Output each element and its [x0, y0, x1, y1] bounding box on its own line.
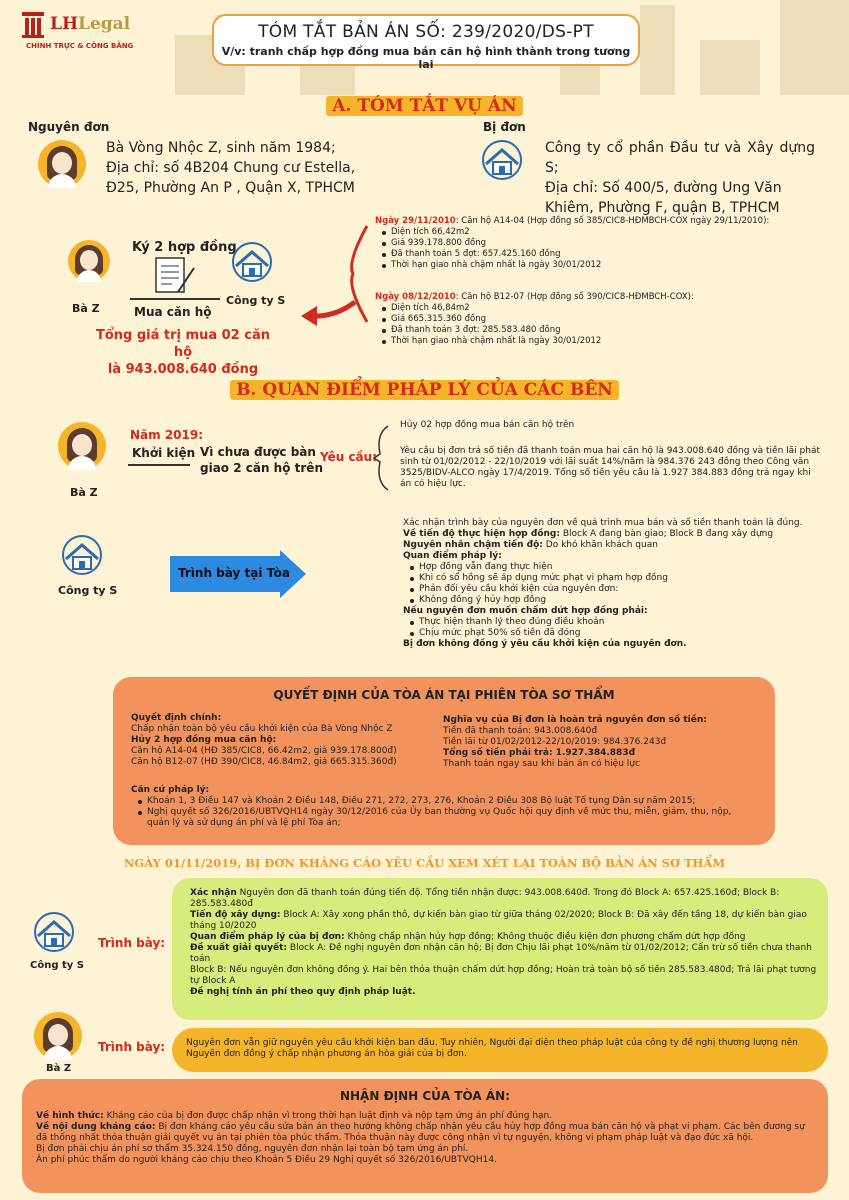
logo-name: LHLegal: [50, 14, 131, 34]
section-a-title: A. TÓM TẮT VỤ ÁN: [0, 96, 849, 116]
first-instance-box: [113, 677, 775, 845]
contract-1: Ngày 29/11/2010: Căn hộ A14-04 (Hợp đồng số 385/CIC8-HĐMBCH-COX ngày 29/11/2010): Diện tích 66,42m2 Giá 939.178.800 đồng Đã thanh toán 5 đợt: 657.425.160 đồng Thời hạn giao nhà chậm nhất là ngày 30/01/2012: [375, 216, 835, 271]
list-item: Hợp đồng vẫn đang thực hiện: [407, 562, 828, 573]
main-decision: Quyết định chính: Chấp nhận toàn bộ yêu cầu khởi kiện của Bà Vòng Nhộc Z Hủy 2 hợp đồng mua căn hộ: Căn hộ A14-04 (HĐ 385/CIC8, 66.42m2, giá 939.178.800đ) Căn hộ B12-07 (HĐ 390/CIC8, 46.84m2, giá 665.315.360đ): [131, 713, 397, 767]
court-title: NHẬN ĐỊNH CỦA TÒA ÁN:: [339, 1089, 511, 1103]
list-item: Thời hạn giao nhà chậm nhất là ngày 30/01/2012: [379, 260, 835, 271]
page-subtitle: V/v: tranh chấp hợp đồng mua bán căn hộ hình thành trong tương lai: [221, 45, 631, 71]
request-2: Yêu cầu bị đơn trả số tiền đã thanh toán mua hai căn hộ là 943.008.640 đồng và tiền lãi phát sinh từ 01/02/2012 - 22/10/2019 với lãi suất 14%/năm là 984.376 243 đồng theo Công văn 3525/BIDV-ALCO ngày 17/4/2019. Tổng số tiền yêu cầu là 1.927 384.883 đồng trả ngay khi án có hiệu lực.: [400, 446, 820, 489]
appeal-s-label: Trình bày:: [98, 936, 166, 950]
company-house-icon: [478, 140, 526, 180]
total-value: Tổng giá trị mua 02 căn hộ là 943.008.640 đồng: [95, 328, 270, 377]
baz-avatar: [34, 1012, 82, 1060]
title-box: [212, 14, 640, 71]
list-item: Không đồng ý hủy hợp đồng: [407, 595, 828, 606]
baz-label: Bà Z: [46, 1063, 72, 1074]
arrow-line: [130, 298, 220, 300]
list-item: Diện tích 66,42m2: [379, 227, 835, 238]
contract-2: Ngày 08/12/2010: Căn hộ B12-07 (Hợp đồng số 390/CIC8-HĐMBCH-COX): Diện tích 46,84m2 Giá 665.315.360 đồng Đã thanh toán 3 đợt: 285.583.480 đồng Thời hạn giao nhà chậm nhất là ngày 30/01/2012: [375, 292, 835, 347]
appeal-z-text: Nguyên đơn vẫn giữ nguyên yêu cầu khởi kiện ban đầu. Tuy nhiên, Người đại diện theo pháp luật của công ty đề nghị thương lượng nên Nguyên đơn đồng ý chấp nhận phương án hòa giải của bị đơn.: [186, 1038, 798, 1059]
defendant-info: Công ty cổ phần Đầu tư và Xây dựng S; Địa chỉ: Số 400/5, đường Ung Văn Khiêm, Phường F, quận B, TPHCM: [545, 140, 815, 216]
building-silhouette: [175, 35, 215, 95]
plaintiff-info: Bà Vòng Nhộc Z, sinh năm 1984; Địa chỉ: số 4B204 Chung cư Estella, Đ25, Phường An P , Quận X, TPHCM: [106, 140, 356, 196]
list-item: Giá 939.178.800 đồng: [379, 238, 835, 249]
bracket-arrow: [295, 222, 375, 327]
request-label: Yêu cầu:: [320, 450, 377, 464]
list-item: Khi có sổ hồng sẽ áp dụng mức phạt vi phạm hợp đồng: [407, 573, 828, 584]
claim-reason: Vì chưa được bàn giao 2 căn hộ trên: [200, 445, 323, 475]
list-item: Diện tích 46,84m2: [379, 303, 835, 314]
section-b-title: B. QUAN ĐIỂM PHÁP LÝ CỦA CÁC BÊN: [0, 380, 849, 400]
appeal-s-text: Xác nhận Nguyên đơn đã thanh toán đúng tiến độ. Tổng tiền nhận được: 943.008.640đ. Trong đó Block A: 657.425.160đ; Block B: 285.583.480đ Tiến độ xây dựng: Block A: Xây xong phần thô, dự kiến bàn giao từ giữa tháng 02/2020; Block B: Đã xây đến tầng 18, dự kiến bàn giao tháng 10/2020 Quan điểm pháp lý của bị đơn: Không chấp nhận hủy hợp đồng; Không thuộc điều kiện đơn phương chấm dứt hợp đồng Đề xuất giải quyết: Block A: Đề nghị nguyên đơn nhận căn hộ; Bị đơn Chịu lãi phạt 10%/năm từ 01/02/2012; Cấn trừ số tiền chưa thanh toán Block B: Nếu nguyên đơn không đồng ý. Hai bên thỏa thuận chấm dứt hợp đồng; Hoàn trả toàn bộ số tiền 285.583.480đ; Trả lãi phạt tương tự Block A Đề nghị tính án phí theo quy định pháp luật.: [190, 888, 817, 997]
sign-contracts-label: Ký 2 hợp đồng: [132, 240, 237, 255]
list-item: Phản đối yêu cầu khởi kiện của nguyên đơn:: [407, 584, 828, 595]
appeal-z-box: [172, 1028, 828, 1072]
list-item: Đã thanh toán 3 đợt: 285.583.480 đồng: [379, 325, 835, 336]
appeal-z-label: Trình bày:: [98, 1040, 166, 1054]
present-label: Trình bày tại Tòa: [178, 566, 291, 580]
sue-label: Khởi kiện: [132, 446, 196, 460]
appeal-title: NGÀY 01/11/2019, BỊ ĐƠN KHÁNG CÁO YÊU CẦU XEM XÉT LẠI TOÀN BỘ BẢN ÁN SƠ THẨM: [123, 856, 726, 870]
legal-basis: Căn cứ pháp lý: Khoản 1, 3 Điều 147 và Khoản 2 Điều 148, Điều 271, 272, 273, 276, Khoản 2 Điều 308 Bộ luật Tố tụng Dân sự năm 2015; Nghị quyết số 326/2016/UBTVQH14 ngày 30/12/2016 của Ủy ban thường vụ Quốc hội quy định về mức thu, miễn, giảm, thu, nộp, quản lý và sử dụng án phí và lệ phí Tòa án;: [131, 785, 756, 829]
court-box: [22, 1079, 828, 1193]
logo: [22, 10, 152, 60]
building-silhouette: [780, 0, 849, 95]
arrow-line: [128, 464, 190, 466]
baz-label: Bà Z: [72, 302, 100, 315]
plaintiff-label: Nguyên đơn: [28, 120, 110, 134]
appeal-s-box: [172, 878, 828, 1020]
logo-tagline: CHÍNH TRỰC & CÔNG BẰNG: [26, 42, 134, 50]
building-silhouette: [700, 40, 760, 95]
logo-icon: [22, 12, 44, 38]
first-instance-title: QUYẾT ĐỊNH CỦA TÒA ÁN TẠI PHIÊN TÒA SƠ THẨM: [273, 688, 615, 702]
company-label: Công ty S: [226, 294, 286, 307]
baz-avatar: [68, 240, 110, 282]
company-label: Công ty S: [58, 584, 118, 597]
company-house-icon: [228, 242, 276, 282]
obligation: Nghĩa vụ của Bị đơn là hoàn trả nguyên đơn số tiền: Tiền đã thanh toán: 943.008.640đ Tiền lãi từ 01/02/2012-22/10/2019: 984.376.243đ Tổng số tiền phải trả: 1.927.384.883đ Thanh toán ngay sau khi bản án có hiệu lực: [443, 715, 707, 769]
list-item: Đã thanh toán 5 đợt: 657.425.160 đồng: [379, 249, 835, 260]
list-item: Thực hiện thanh lý theo đúng điều khoản: [407, 617, 828, 628]
company-house-icon: [58, 535, 106, 575]
defendant-label: Bị đơn: [483, 120, 526, 134]
list-item: Thời hạn giao nhà chậm nhất là ngày 30/01/2012: [379, 336, 835, 347]
company-label: Công ty S: [30, 960, 84, 971]
buy-apartment-label: Mua căn hộ: [134, 305, 212, 319]
contract-document-icon: [152, 256, 198, 296]
request-bracket: [372, 424, 390, 492]
baz-avatar: [58, 422, 106, 470]
baz-label: Bà Z: [70, 486, 98, 499]
court-text: Về hình thức: Kháng cáo của bị đơn được chấp nhận vì trong thời hạn luật định và nộp tạm ứng án phí đúng hạn. Về nội dung kháng cáo: Bị đơn kháng cáo yêu cầu sửa bản án theo hướng không chấp nhận yêu cầu hủy hợp đồng mua bán căn hộ và phạt vi phạm. Các bên đương sự đã thống nhất thỏa thuận giải quyết vụ án tại phiên tòa phúc thẩm. Thỏa thuận này được công nhận vì tự nguyện, không vi phạm pháp luật và đạo đức xã hội. Bị đơn phải chịu án phí sơ thẩm 35.324.150 đồng, nguyên đơn nhận lại toàn bộ tạm ứng án phí. Án phí phúc thẩm do người kháng cáo chịu theo Khoản 5 Điều 29 Nghị quyết số 326/2016/UBTVQH14.: [36, 1111, 805, 1165]
company-house-icon: [30, 912, 78, 952]
claim-year: Năm 2019:: [130, 428, 204, 442]
request-1: Hủy 02 hợp đồng mua bán căn hộ trên: [400, 420, 575, 430]
building-silhouette: [640, 5, 675, 95]
list-item: Chịu mức phạt 50% số tiền đã đóng: [407, 628, 828, 639]
plaintiff-avatar: [38, 140, 86, 188]
page-title: TÓM TẮT BẢN ÁN SỐ: 239/2020/DS-PT: [258, 22, 594, 42]
defendant-presentation: Xác nhận trình bày của nguyên đơn về quá trình mua bán và số tiền thanh toán là đúng. Về tiến độ thực hiện hợp đồng: Block A đang bàn giao; Block B đang xây dựng Nguyên nhân chậm tiến độ: Do khó khăn khách quan Quan điểm pháp lý: Hợp đồng vẫn đang thực hiện Khi có sổ hồng sẽ áp dụng mức phạt vi phạm hợp đồng Phản đối yêu cầu khởi kiện của nguyên đơn: Không đồng ý hủy hợp đồng Nếu nguyên đơn muốn chấm dứt hợp đồng phải: Thực hiện thanh lý theo đúng điều khoản Chịu mức phạt 50% số tiền đã đóng Bị đơn không đồng ý yêu cầu khởi kiện của nguyên đơn.: [403, 518, 828, 650]
list-item: Giá 665.315.360 đồng: [379, 314, 835, 325]
